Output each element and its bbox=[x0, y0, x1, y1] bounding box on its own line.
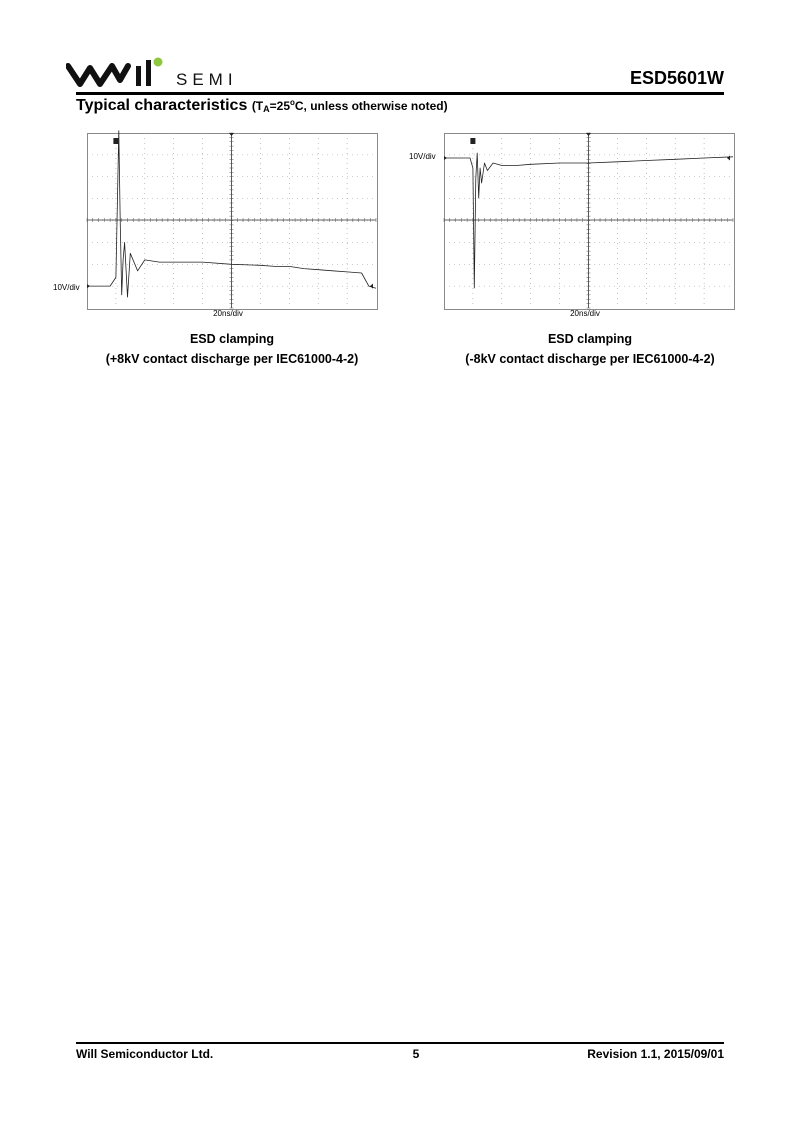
channel-marker-icon bbox=[470, 138, 475, 144]
caption-title: ESD clamping bbox=[547, 332, 633, 346]
ground-level-marker-icon bbox=[727, 156, 730, 161]
test-condition: ($T_A=25^oC$, unless otherwise noted) bbox=[251, 98, 448, 114]
trigger-marker-icon bbox=[586, 133, 591, 136]
time-scale-label: 20ns/div bbox=[213, 309, 243, 318]
caption-detail: (-8kV contact discharge per IEC61000-4-2) bbox=[465, 352, 715, 366]
footer-company: Will Semiconductor Ltd. bbox=[76, 1047, 214, 1061]
volt-scale-label: 10V/div bbox=[53, 283, 80, 292]
footer-rule bbox=[76, 1042, 724, 1044]
footer-revision: Revision 1.1, 2015/09/01 bbox=[587, 1047, 724, 1061]
ground-arrow-icon bbox=[444, 156, 447, 160]
part-number: ESD5601W bbox=[629, 68, 724, 88]
caption-detail: (+8kV contact discharge per IEC61000-4-2) bbox=[105, 352, 359, 366]
volt-scale-label: 10V/div bbox=[409, 152, 436, 161]
section-title-text: Typical characteristics bbox=[76, 97, 248, 114]
logo-semi-text: SEMI bbox=[176, 70, 238, 89]
time-scale-label: 20ns/div bbox=[570, 309, 600, 318]
figure-caption bbox=[430, 329, 750, 369]
footer-page-number: 5 bbox=[412, 1047, 420, 1061]
caption-title: ESD clamping bbox=[189, 332, 275, 346]
